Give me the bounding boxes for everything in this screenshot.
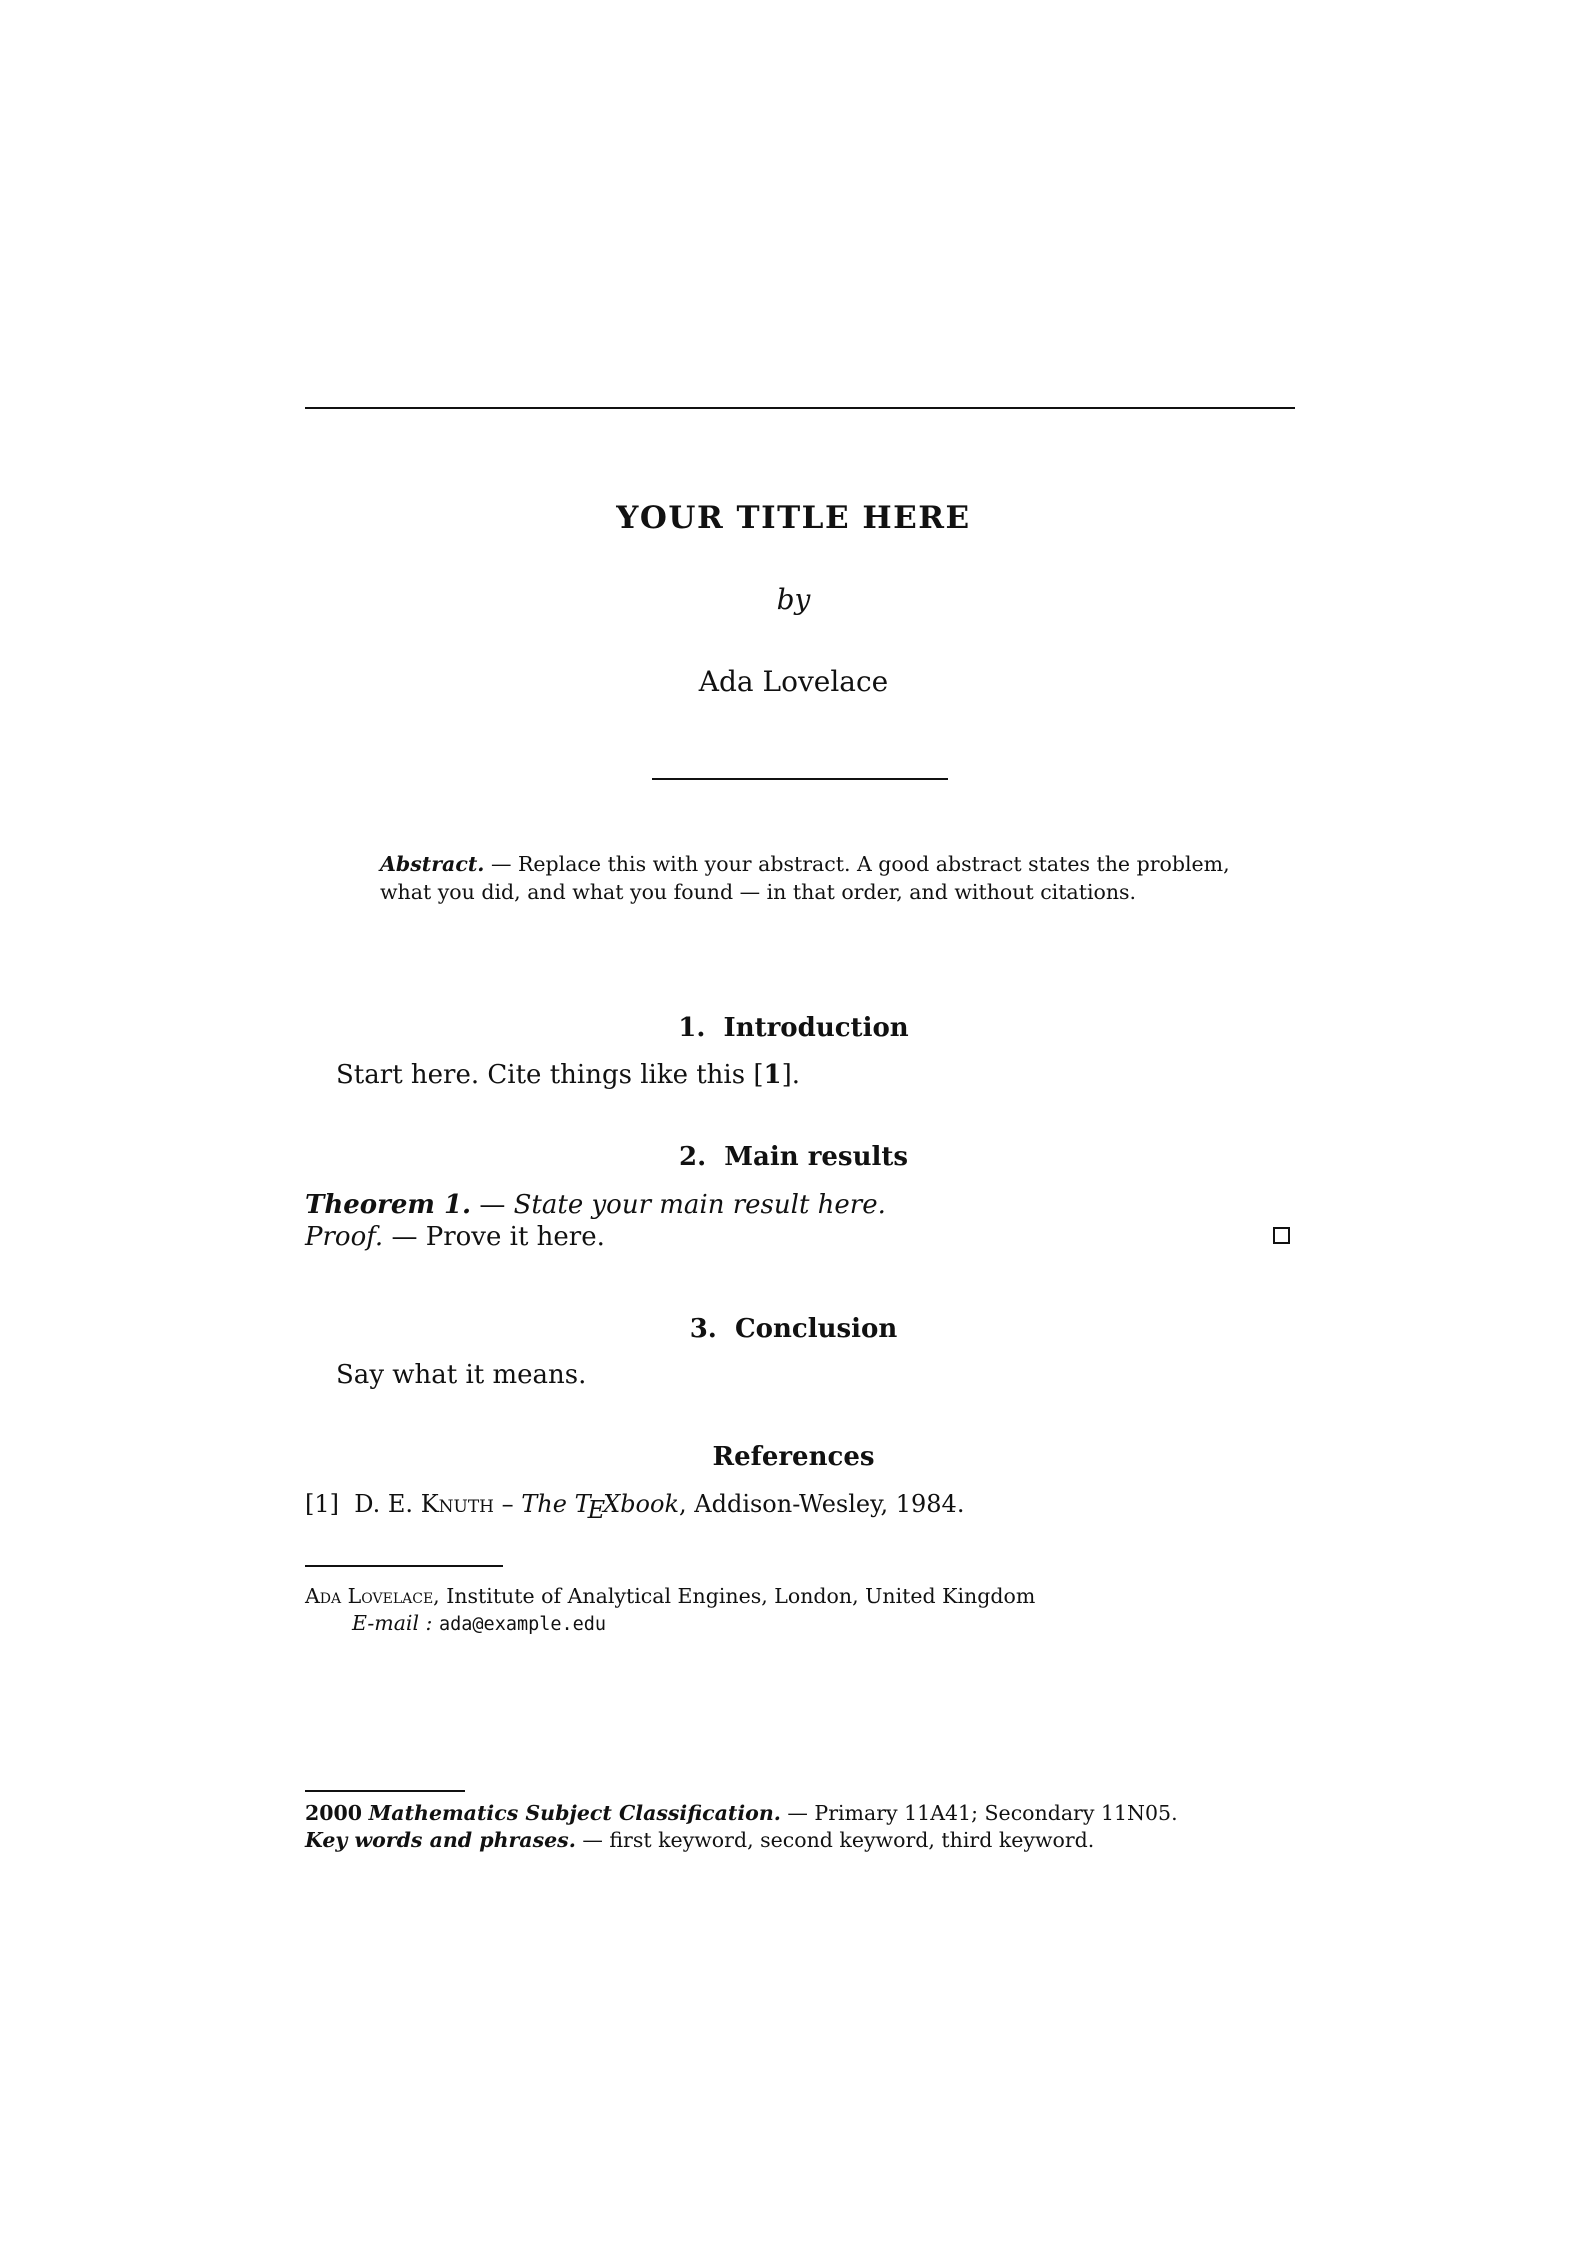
introduction-paragraph [336, 1060, 800, 1090]
section-heading-main-results: 2. Main results [678, 1142, 908, 1172]
reference-item [305, 1490, 965, 1524]
email-address[interactable]: ada@example.edu [439, 1614, 607, 1635]
author-address [305, 1583, 1035, 1638]
qed-square-icon [1273, 1227, 1290, 1244]
theorem-statement: State your main result here. [513, 1190, 886, 1220]
keywords-value: — first keyword, second keyword, third keyword. [575, 1828, 1095, 1852]
introduction-text-end: ]. [781, 1060, 801, 1090]
theorem-dash: — [471, 1190, 514, 1220]
proof-text: Prove it here. [425, 1222, 605, 1252]
address-name: Ada Lovelace [305, 1584, 434, 1608]
abstract-line-1: Replace this with your abstract. A good abstract states the problem, [517, 852, 1230, 876]
msc-value: — Primary 11A41; Secondary 11N05. [780, 1801, 1178, 1825]
byline: by [776, 583, 811, 616]
reference-sep: – [494, 1490, 522, 1518]
paper-title: YOUR TITLE HERE [616, 500, 971, 536]
reference-publisher: , Addison-Wesley, 1984. [679, 1490, 965, 1518]
reference-title: The TEXbook [521, 1490, 679, 1524]
classification-block [305, 1800, 1178, 1854]
author-name: Ada Lovelace [698, 665, 889, 698]
proof-label: Proof. [305, 1222, 384, 1252]
keywords-label: Key words and phrases. [305, 1828, 576, 1852]
reference-number: [1] [305, 1490, 339, 1518]
introduction-text: Start here. Cite things like this [ [336, 1060, 764, 1090]
citation-link[interactable]: 1 [763, 1060, 782, 1090]
reference-author-last: Knuth [420, 1490, 494, 1518]
theorem [305, 1190, 886, 1220]
address-affiliation: , Institute of Analytical Engines, London, United Kingdom [433, 1584, 1036, 1608]
top-rule [305, 407, 1295, 409]
conclusion-paragraph: Say what it means. [336, 1360, 587, 1390]
section-heading-conclusion: 3. Conclusion [689, 1314, 898, 1344]
section-heading-introduction: 1. Introduction [678, 1013, 909, 1043]
proof-dash: — [383, 1222, 426, 1252]
msc-year: 2000 [305, 1801, 363, 1825]
references-heading: References [712, 1442, 875, 1472]
msc-label: Mathematics Subject Classification. [368, 1801, 781, 1825]
theorem-label: Theorem 1. [305, 1190, 472, 1220]
abstract [380, 850, 1240, 906]
email-label: E-mail : [352, 1611, 433, 1635]
abstract-dash: — [484, 852, 518, 876]
title-block-rule [652, 778, 948, 780]
abstract-line-2: what you did, and what you found — in that order, and without citations. [380, 880, 1137, 904]
abstract-label: Abstract. [380, 852, 485, 876]
footnote-rule [305, 1790, 465, 1792]
proof [305, 1222, 605, 1252]
reference-author-initials: D. E. [354, 1490, 414, 1518]
address-rule [305, 1565, 503, 1567]
